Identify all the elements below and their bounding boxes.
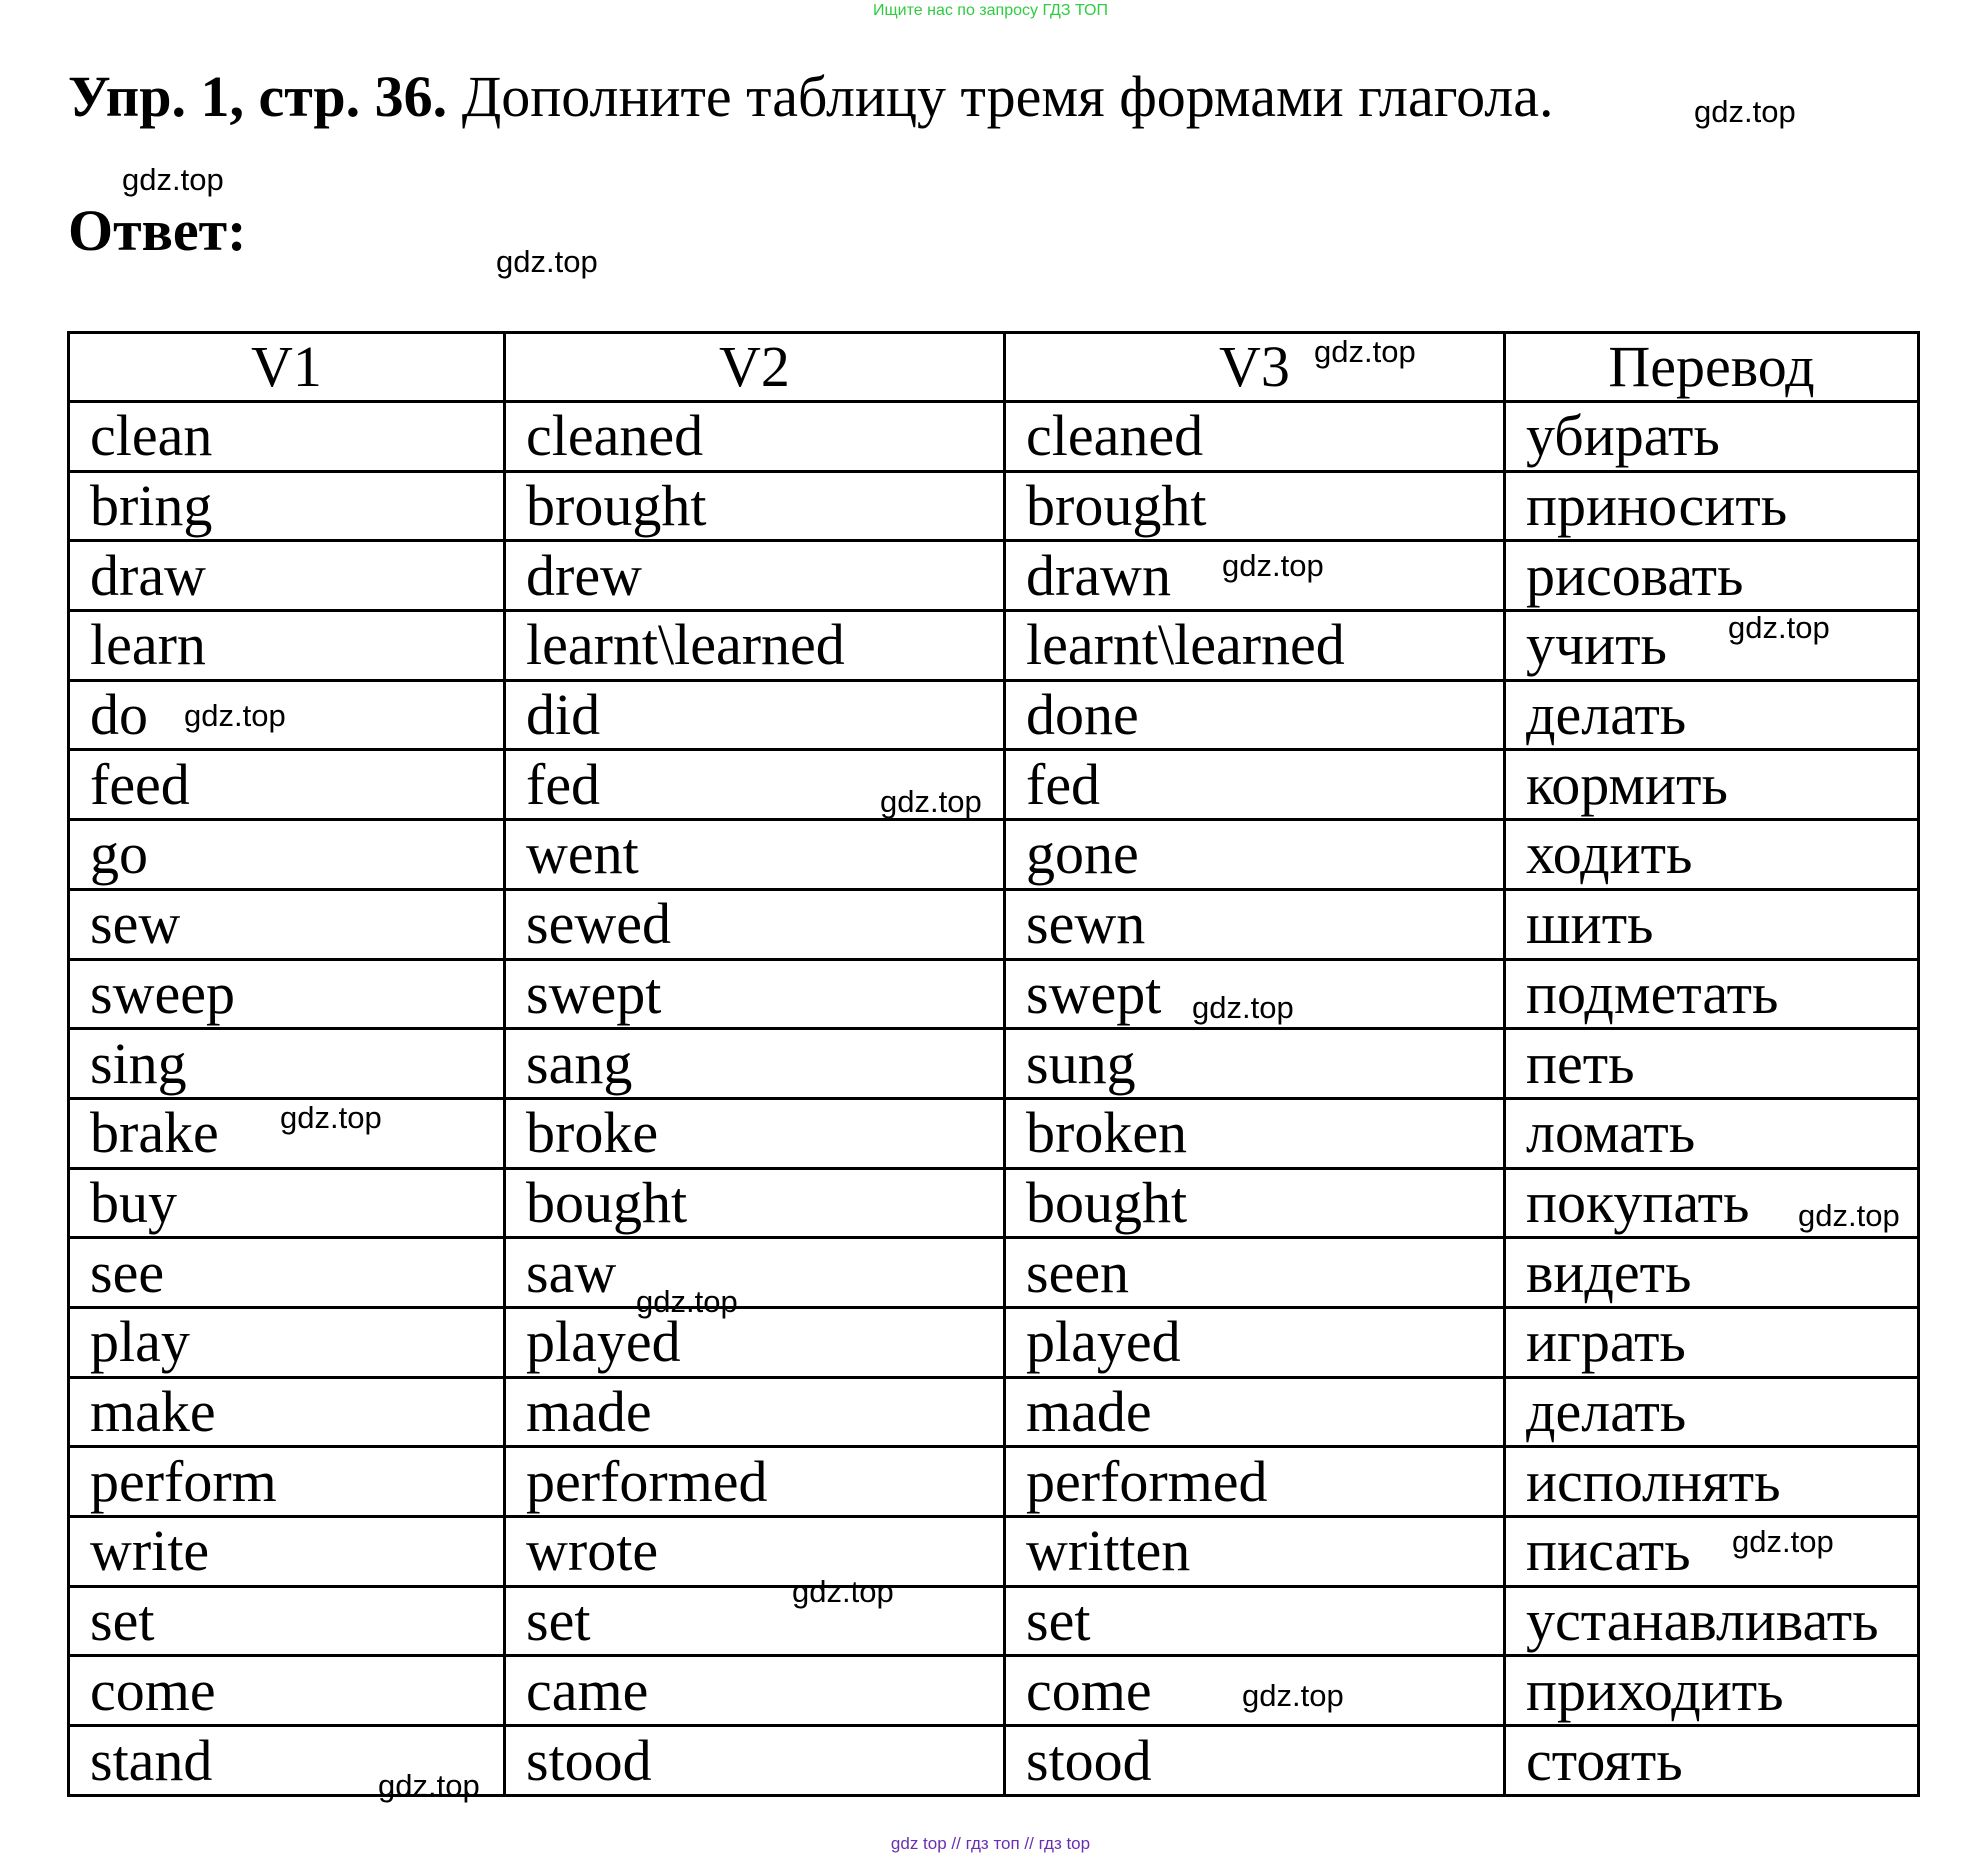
watermark: gdz.top: [184, 698, 286, 733]
cell-v1: do: [69, 680, 505, 750]
cell-v3: come: [1005, 1656, 1505, 1726]
cell-v3: broken: [1005, 1098, 1505, 1168]
cell-translation: играть: [1505, 1307, 1919, 1377]
cell-v2: swept: [505, 959, 1005, 1029]
cell-translation: стоять: [1505, 1726, 1919, 1796]
cell-v3: brought: [1005, 471, 1505, 541]
cell-v1: stand: [69, 1726, 505, 1796]
cell-translation: исполнять: [1505, 1447, 1919, 1517]
cell-translation: шить: [1505, 889, 1919, 959]
watermark: gdz.top: [1732, 1524, 1834, 1559]
cell-v3: cleaned: [1005, 402, 1505, 472]
cell-v2: did: [505, 680, 1005, 750]
table-row: [69, 1517, 1919, 1587]
cell-v3: fed: [1005, 750, 1505, 820]
cell-translation: делать: [1505, 680, 1919, 750]
watermark: gdz.top: [880, 784, 982, 819]
table-row: [69, 402, 1919, 472]
watermark: gdz.top: [1798, 1198, 1900, 1233]
cell-v3: seen: [1005, 1238, 1505, 1308]
table-row: [69, 1307, 1919, 1377]
cell-v1: bring: [69, 471, 505, 541]
cell-v2: learnt\learned: [505, 611, 1005, 681]
cell-translation: приносить: [1505, 471, 1919, 541]
watermark: gdz.top: [496, 244, 598, 279]
cell-v3: performed: [1005, 1447, 1505, 1517]
cell-v2: set: [505, 1586, 1005, 1656]
header-v3: V3: [1005, 333, 1505, 402]
cell-translation: ходить: [1505, 820, 1919, 890]
cell-translation: ломать: [1505, 1098, 1919, 1168]
watermark: gdz.top: [378, 1768, 480, 1803]
verb-forms-table: [67, 331, 1920, 1797]
cell-v2: saw: [505, 1238, 1005, 1308]
task-label: Упр. 1, стр. 36.: [68, 64, 448, 129]
cell-v1: play: [69, 1307, 505, 1377]
table-row: [69, 680, 1919, 750]
cell-v1: perform: [69, 1447, 505, 1517]
table-row: [69, 1238, 1919, 1308]
cell-v1: sew: [69, 889, 505, 959]
watermark: gdz.top: [1222, 548, 1324, 583]
table-row: [69, 1726, 1919, 1796]
table-row: [69, 889, 1919, 959]
cell-v3: sung: [1005, 1029, 1505, 1099]
cell-v1: make: [69, 1377, 505, 1447]
cell-translation: петь: [1505, 1029, 1919, 1099]
cell-v2: broke: [505, 1098, 1005, 1168]
cell-v3: made: [1005, 1377, 1505, 1447]
watermark: gdz.top: [1728, 610, 1830, 645]
cell-v1: sing: [69, 1029, 505, 1099]
cell-v2: brought: [505, 471, 1005, 541]
table-row: [69, 1029, 1919, 1099]
cell-v3: set: [1005, 1586, 1505, 1656]
cell-translation: видеть: [1505, 1238, 1919, 1308]
cell-translation: кормить: [1505, 750, 1919, 820]
cell-translation: устанавливать: [1505, 1586, 1919, 1656]
cell-v2: fed: [505, 750, 1005, 820]
table-row: [69, 611, 1919, 681]
table-row: [69, 959, 1919, 1029]
cell-translation: учить: [1505, 611, 1919, 681]
cell-v1: set: [69, 1586, 505, 1656]
table-row: [69, 1377, 1919, 1447]
cell-v3: learnt\learned: [1005, 611, 1505, 681]
task-heading: [68, 62, 1554, 132]
cell-v2: went: [505, 820, 1005, 890]
table-row: [69, 541, 1919, 611]
table-row: [69, 1447, 1919, 1517]
watermark: gdz.top: [1314, 334, 1416, 369]
cell-translation: приходить: [1505, 1656, 1919, 1726]
table-header-row: [69, 333, 1919, 402]
cell-v2: stood: [505, 1726, 1005, 1796]
table-row: [69, 1168, 1919, 1238]
watermark: gdz.top: [1694, 94, 1796, 129]
cell-v1: come: [69, 1656, 505, 1726]
cell-v1: draw: [69, 541, 505, 611]
table-row: [69, 471, 1919, 541]
cell-v3: written: [1005, 1517, 1505, 1587]
cell-v3: swept: [1005, 959, 1505, 1029]
cell-v2: sang: [505, 1029, 1005, 1099]
cell-translation: делать: [1505, 1377, 1919, 1447]
header-v1: V1: [69, 333, 505, 402]
cell-v3: bought: [1005, 1168, 1505, 1238]
cell-v1: sweep: [69, 959, 505, 1029]
top-banner: Ищите нас по запросу ГДЗ ТОП: [873, 2, 1108, 19]
table-row: [69, 750, 1919, 820]
cell-v1: see: [69, 1238, 505, 1308]
cell-translation: подметать: [1505, 959, 1919, 1029]
table-row: [69, 1586, 1919, 1656]
watermark: gdz.top: [636, 1284, 738, 1319]
cell-v1: brake: [69, 1098, 505, 1168]
cell-translation: убирать: [1505, 402, 1919, 472]
cell-v1: write: [69, 1517, 505, 1587]
cell-v3: done: [1005, 680, 1505, 750]
cell-translation: покупать: [1505, 1168, 1919, 1238]
watermark: gdz.top: [1242, 1678, 1344, 1713]
cell-v2: made: [505, 1377, 1005, 1447]
cell-v1: buy: [69, 1168, 505, 1238]
cell-v2: sewed: [505, 889, 1005, 959]
watermark: gdz.top: [1192, 990, 1294, 1025]
task-text: Дополните таблицу тремя формами глагола.: [461, 64, 1554, 129]
answer-label: Ответ:: [68, 198, 247, 263]
table-row: [69, 1656, 1919, 1726]
cell-v2: bought: [505, 1168, 1005, 1238]
bottom-banner: gdz top // гдз топ // гдз top: [890, 1834, 1091, 1853]
cell-v2: cleaned: [505, 402, 1005, 472]
cell-v3: played: [1005, 1307, 1505, 1377]
cell-v3: gone: [1005, 820, 1505, 890]
watermark: gdz.top: [122, 162, 224, 197]
cell-v1: learn: [69, 611, 505, 681]
cell-v1: go: [69, 820, 505, 890]
cell-v3: drawn: [1005, 541, 1505, 611]
cell-v3: stood: [1005, 1726, 1505, 1796]
cell-v1: clean: [69, 402, 505, 472]
cell-v2: performed: [505, 1447, 1005, 1517]
header-v2: V2: [505, 333, 1005, 402]
cell-v2: wrote: [505, 1517, 1005, 1587]
cell-v2: played: [505, 1307, 1005, 1377]
cell-translation: писать: [1505, 1517, 1919, 1587]
cell-v2: drew: [505, 541, 1005, 611]
cell-v1: feed: [69, 750, 505, 820]
table-row: [69, 820, 1919, 890]
watermark: gdz.top: [792, 1574, 894, 1609]
header-translation: Перевод: [1505, 333, 1919, 402]
cell-v3: sewn: [1005, 889, 1505, 959]
cell-v2: came: [505, 1656, 1005, 1726]
cell-translation: рисовать: [1505, 541, 1919, 611]
watermark: gdz.top: [280, 1100, 382, 1135]
